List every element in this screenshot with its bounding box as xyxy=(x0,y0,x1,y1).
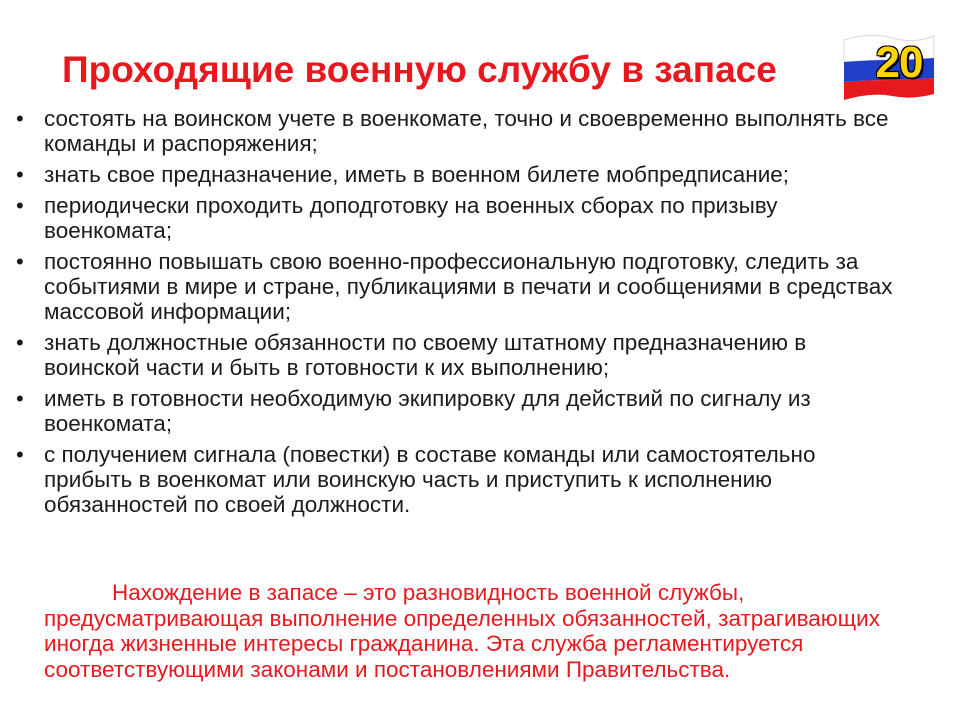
slide-title: Проходящие военную службу в запасе xyxy=(62,49,777,90)
list-item xyxy=(16,386,896,436)
list-item-text: периодически проходить доподготовку на военных сборах по призыву военкомата; xyxy=(44,193,778,243)
list-item-text: иметь в готовности необходимую экипировку для действий по сигналу из военкомата; xyxy=(44,386,811,436)
bullet-icon: • xyxy=(16,162,24,187)
list-item-text: состоять на воинском учете в военкомате, точно и своевременно выполнять все команды и распоряжения; xyxy=(44,106,889,156)
badge-number: 20 xyxy=(875,38,923,87)
list-item-text: постоянно повышать свою военно-профессиональную подготовку, следить за событиями в мире и стране, публикациями в печати и сообщениями в средствах массовой информации; xyxy=(44,249,893,324)
list-item xyxy=(16,162,896,187)
reserve-note: Нахождение в запасе – это разновидность военной службы, предусматривающая выполнение определенных обязанностей, затрагивающих иногда жизненные интересы гражданина. Эта служба регламентируется соответствующими законами и постановлениями Правительства. xyxy=(44,580,880,682)
list-item xyxy=(16,106,896,156)
list-item-text: с получением сигнала (повестки) в составе команды или самостоятельно прибыть в военкомат или воинскую часть и приступить к исполнению обязанностей по своей должности. xyxy=(44,442,816,517)
list-item-text: знать свое предназначение, иметь в военном билете мобпредписание; xyxy=(44,162,790,187)
bullet-icon: • xyxy=(16,330,24,355)
list-item xyxy=(16,193,896,243)
flag-badge xyxy=(840,30,936,102)
bullet-icon: • xyxy=(16,193,24,218)
list-item xyxy=(16,442,896,517)
bullet-icon: • xyxy=(16,106,24,131)
list-item xyxy=(16,330,896,380)
list-item xyxy=(16,249,896,324)
bullet-icon: • xyxy=(16,442,24,467)
bullet-icon: • xyxy=(16,386,24,411)
list-item-text: знать должностные обязанности по своему штатному предназначению в воинской части и быть в готовности к их выполнению; xyxy=(44,330,807,380)
duties-list xyxy=(16,106,896,523)
bullet-icon: • xyxy=(16,249,24,274)
